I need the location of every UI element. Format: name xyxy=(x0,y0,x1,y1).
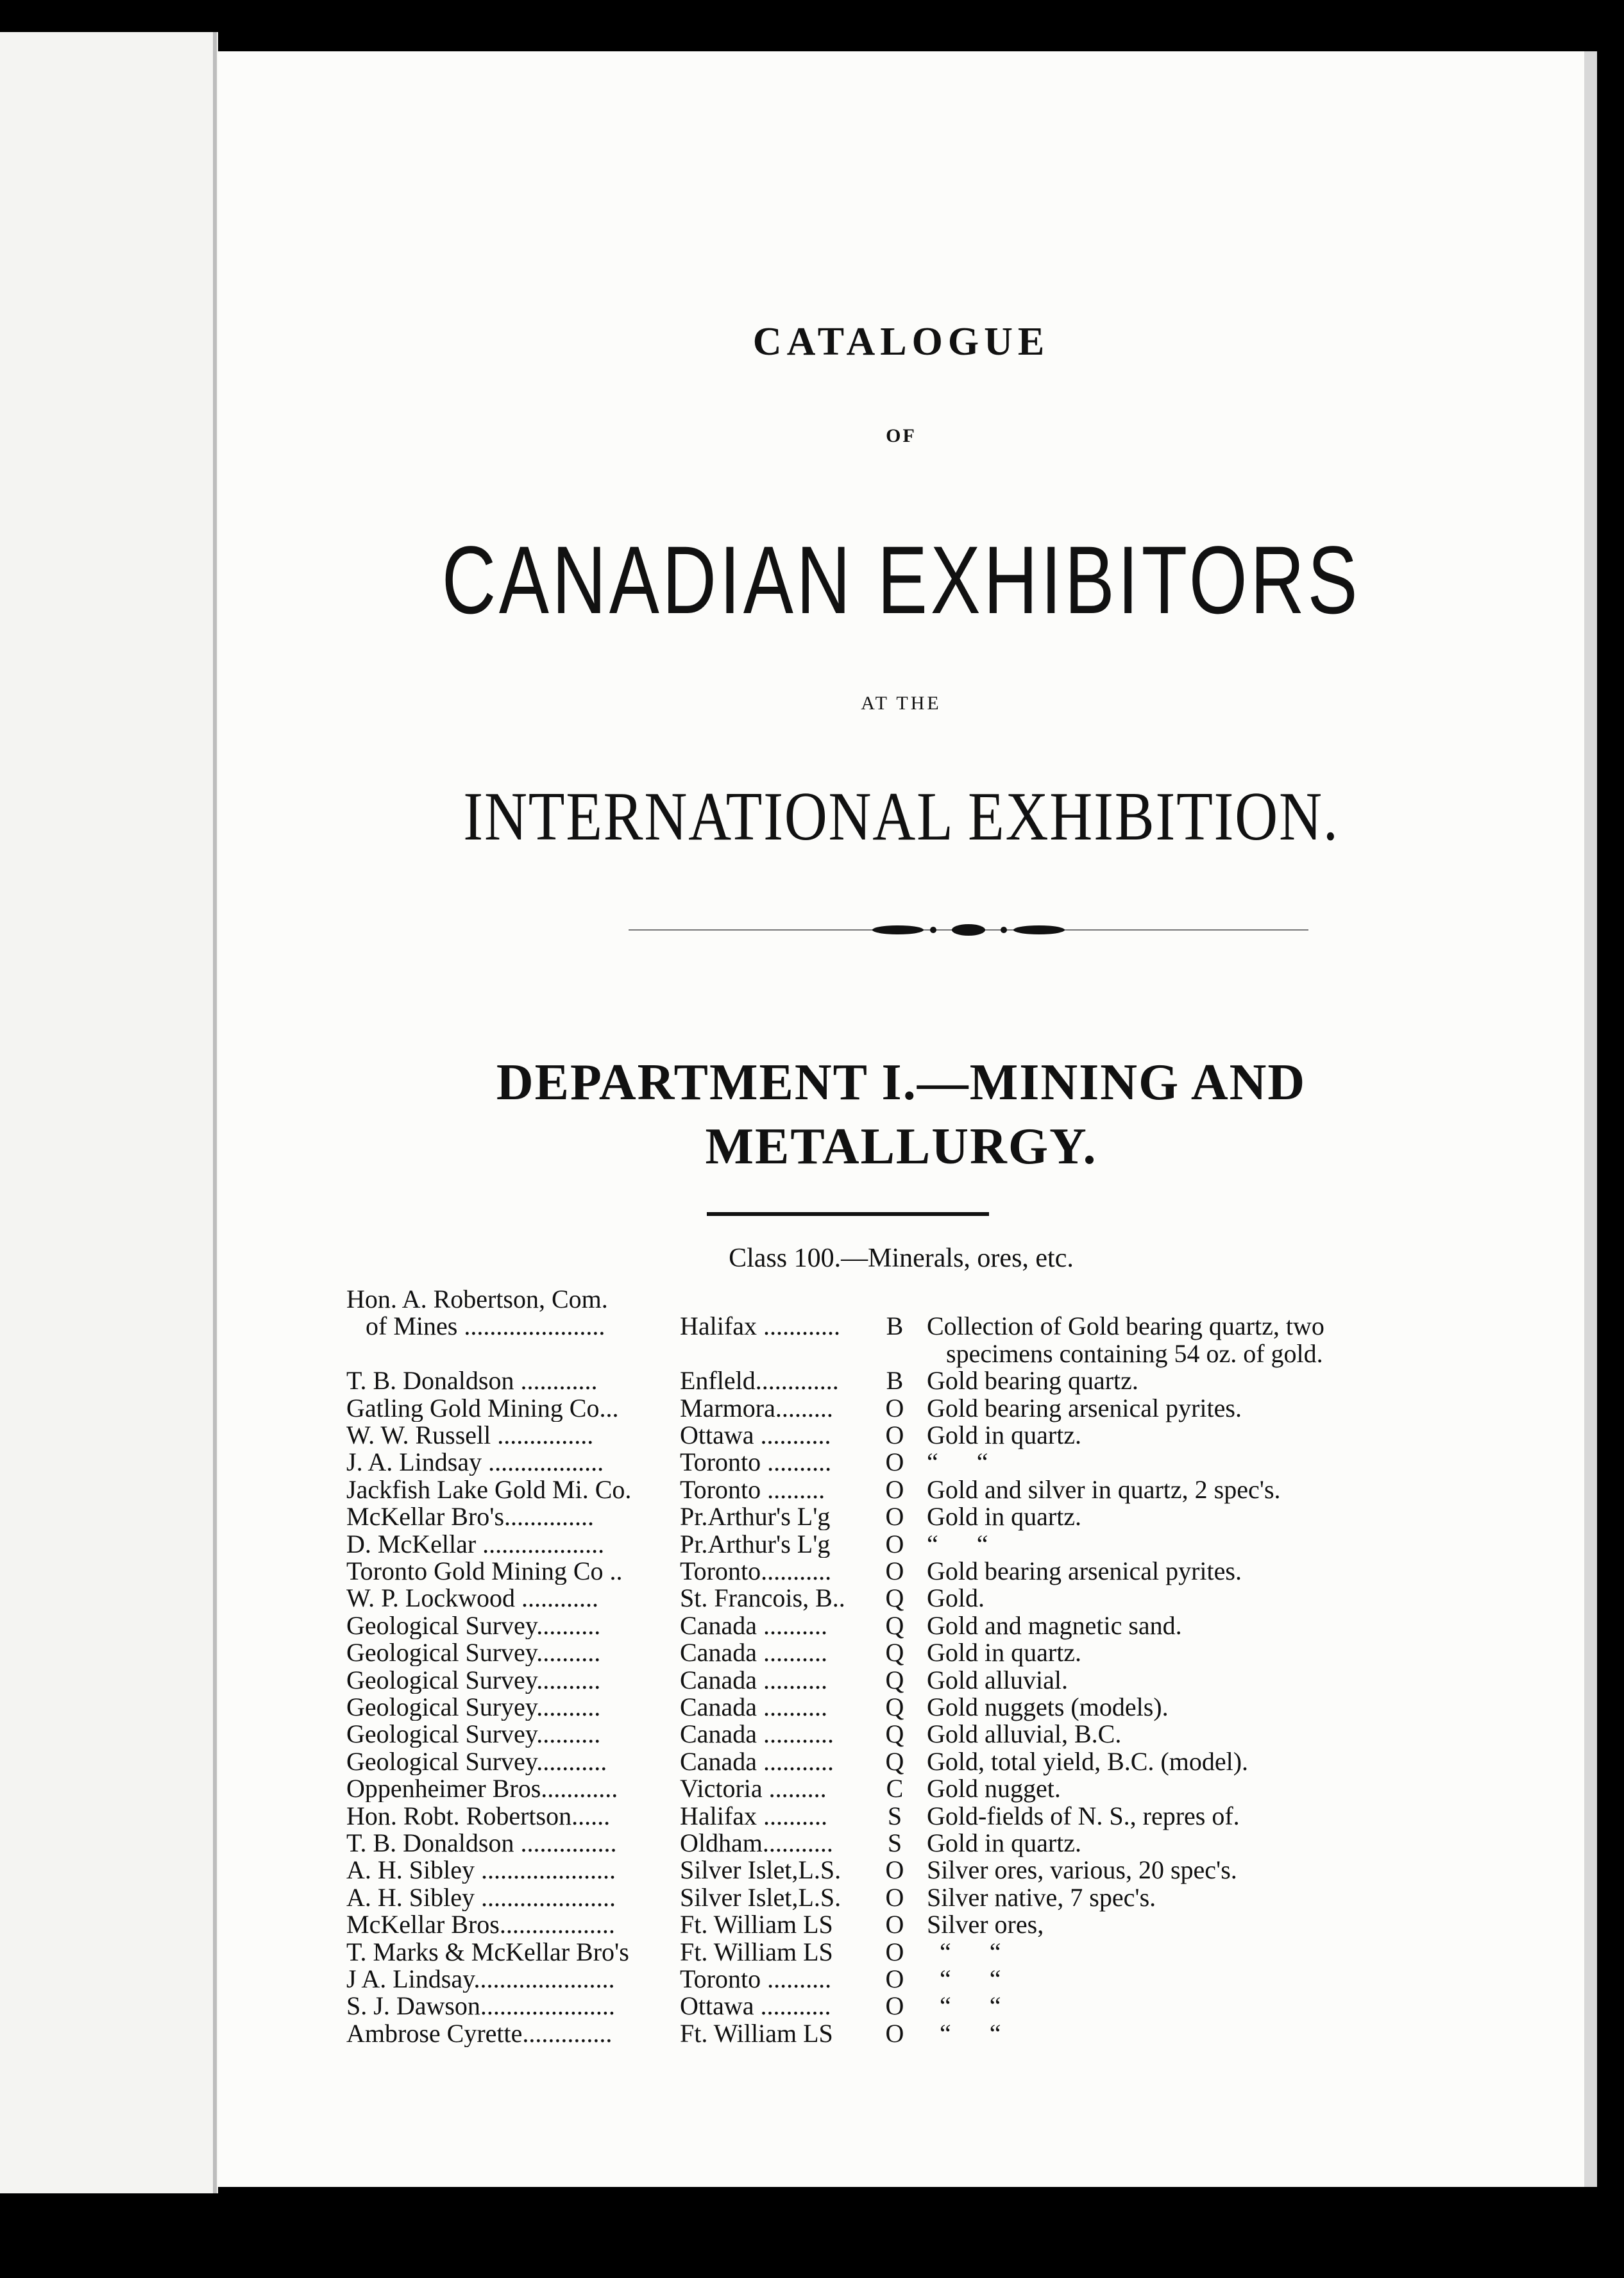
exhibitor-name: J A. Lindsay...................... xyxy=(346,1966,615,1993)
exhibitor-name: Oppenheimer Bros............ xyxy=(346,1775,618,1803)
exhibitor-place: Halifax .......... xyxy=(680,1802,827,1830)
exhibitor-place: Enfleld............. xyxy=(680,1367,839,1395)
exhibit-description: Gold-fields of N. S., repres of. xyxy=(927,1801,1240,1830)
left-page-edge xyxy=(0,32,218,2193)
exhibit-description: Gold bearing arsenical pyrites. xyxy=(927,1557,1242,1585)
exhibit-description: Gold alluvial, B.C. xyxy=(927,1719,1122,1749)
exhibitor-place: Victoria ......... xyxy=(680,1775,827,1803)
exhibitor-place: Canada .......... xyxy=(680,1666,827,1694)
title-of: OF xyxy=(886,425,917,446)
exhibitor-place: Canada .......... xyxy=(680,1612,827,1639)
section-letter: Q xyxy=(885,1610,904,1640)
exhibitor-place: Canada .......... xyxy=(680,1639,827,1667)
exhibit-description: Gold in quartz. xyxy=(927,1502,1082,1531)
exhibitor-name: Geological Survey.......... xyxy=(346,1639,601,1667)
section-letter: Q xyxy=(885,1665,904,1694)
right-page-edge xyxy=(1584,51,1597,2187)
exhibit-description: Collection of Gold bearing quartz, two xyxy=(927,1312,1324,1341)
exhibit-description: Gold nugget. xyxy=(927,1774,1061,1803)
exhibit-description: Gold bearing quartz. xyxy=(927,1366,1138,1396)
exhibitor-name: Geological Suryey.......... xyxy=(346,1694,601,1721)
exhibitor-name: W. P. Lockwood ............ xyxy=(346,1585,598,1612)
exhibitor-name: Geological Survey.......... xyxy=(346,1666,601,1694)
exhibit-description: “ “ xyxy=(927,1937,1001,1966)
exhibitor-place: St. Francois, B.. xyxy=(680,1585,845,1612)
section-letter: S xyxy=(887,1828,902,1857)
exhibit-description: “ “ xyxy=(927,1964,1001,1993)
exhibitor-place: Silver Islet,L.S. xyxy=(680,1857,842,1884)
section-letter: O xyxy=(885,1964,904,1993)
exhibitor-place: Silver Islet,L.S. xyxy=(680,1884,842,1911)
exhibitor-name: T. B. Donaldson ............ xyxy=(346,1367,598,1395)
exhibitor-place: Toronto ......... xyxy=(680,1476,825,1503)
exhibit-description: Silver ores, various, 20 spec's. xyxy=(927,1855,1237,1885)
section-letter: Q xyxy=(885,1583,904,1613)
exhibitor-name: Hon. Robt. Robertson...... xyxy=(346,1802,611,1830)
exhibitor-place: Pr.Arthur's L'g xyxy=(680,1503,831,1531)
binding-edge xyxy=(213,32,217,2193)
exhibitor-place: Halifax ............ xyxy=(680,1313,840,1340)
exhibitor-place: Canada .......... xyxy=(680,1694,827,1721)
exhibitor-name: Ambrose Cyrette.............. xyxy=(346,2020,613,2047)
ornament-divider-icon xyxy=(629,917,1308,943)
exhibitor-name: T. Marks & McKellar Bro's xyxy=(346,1938,629,1966)
title-catalogue: CATALOGUE xyxy=(752,320,1050,364)
exhibitor-name: D. McKellar ................... xyxy=(346,1530,605,1558)
department-line-2: METALLURGY. xyxy=(705,1118,1097,1175)
title-exhibition: INTERNATIONAL EXHIBITION. xyxy=(463,779,1339,855)
exhibitor-name: of Mines ...................... xyxy=(346,1313,605,1340)
exhibit-description: “ “ xyxy=(927,1529,988,1558)
section-letter: O xyxy=(885,1937,904,1966)
exhibit-description: Gold and magnetic sand. xyxy=(927,1610,1182,1640)
exhibitor-name: Toronto Gold Mining Co .. xyxy=(346,1558,623,1585)
exhibitor-name: Gatling Gold Mining Co... xyxy=(346,1394,619,1422)
section-letter: O xyxy=(885,1393,904,1422)
exhibitor-place: Toronto........... xyxy=(680,1558,832,1585)
exhibitor-place: Pr.Arthur's L'g xyxy=(680,1530,831,1558)
section-letter: O xyxy=(885,1855,904,1885)
exhibit-description: “ “ xyxy=(927,1447,988,1477)
department-line-1: DEPARTMENT I.—MINING AND xyxy=(496,1054,1307,1111)
exhibit-description: Gold, total yield, B.C. (model). xyxy=(927,1746,1249,1776)
exhibitor-name: A. H. Sibley ..................... xyxy=(346,1884,616,1911)
exhibit-description: Gold in quartz. xyxy=(927,1638,1082,1667)
section-letter: B xyxy=(886,1366,904,1396)
exhibitor-place: Canada ........... xyxy=(680,1721,834,1748)
section-letter: Q xyxy=(885,1719,904,1749)
exhibitor-name: McKellar Bros.................. xyxy=(346,1911,615,1939)
exhibitor-place: Toronto .......... xyxy=(680,1966,832,1993)
section-letter: O xyxy=(885,1910,904,1939)
exhibitor-place: Marmora......... xyxy=(680,1394,833,1422)
exhibitor-name: Jackfish Lake Gold Mi. Co. xyxy=(346,1476,632,1503)
exhibitor-name: T. B. Donaldson ............... xyxy=(346,1830,617,1857)
exhibitor-name: A. H. Sibley ..................... xyxy=(346,1857,616,1884)
section-letter: O xyxy=(885,1557,904,1585)
section-letter: Q xyxy=(885,1746,904,1776)
exhibit-description: “ “ xyxy=(927,1991,1001,2021)
exhibit-description: specimens containing 54 oz. of gold. xyxy=(927,1338,1323,1368)
exhibit-description: Gold and silver in quartz, 2 spec's. xyxy=(927,1474,1281,1504)
section-letter: O xyxy=(885,1474,904,1504)
section-letter: S xyxy=(887,1801,902,1830)
section-letter: O xyxy=(885,1447,904,1477)
exhibitor-place: Ft. William LS xyxy=(680,1938,833,1966)
section-letter: O xyxy=(885,1421,904,1449)
exhibit-description: “ “ xyxy=(927,2018,1001,2048)
exhibit-description: Gold. xyxy=(927,1583,985,1613)
exhibit-description: Gold alluvial. xyxy=(927,1665,1068,1694)
exhibit-description: Gold in quartz. xyxy=(927,1421,1082,1449)
exhibit-description: Silver native, 7 spec's. xyxy=(927,1882,1156,1912)
title-at-the: AT THE xyxy=(861,693,942,714)
exhibitor-name: W. W. Russell ............... xyxy=(346,1422,594,1449)
exhibit-description: Gold bearing arsenical pyrites. xyxy=(927,1393,1242,1422)
exhibit-description: Gold nuggets (models). xyxy=(927,1692,1169,1721)
section-letter: O xyxy=(885,1882,904,1912)
exhibitor-name: Geological Survey.......... xyxy=(346,1612,601,1639)
section-letter: O xyxy=(885,1502,904,1531)
section-letter: Q xyxy=(885,1692,904,1721)
exhibitor-name: S. J. Dawson..................... xyxy=(346,1993,615,2020)
section-letter: B xyxy=(886,1312,904,1341)
exhibit-description: Silver ores, xyxy=(927,1910,1044,1939)
exhibitor-name: McKellar Bro's.............. xyxy=(346,1503,595,1531)
exhibit-description: Gold in quartz. xyxy=(927,1828,1082,1857)
exhibitor-place: Toronto .......... xyxy=(680,1449,832,1476)
section-letter: O xyxy=(885,2018,904,2048)
exhibitor-place: Oldham........... xyxy=(680,1830,833,1857)
section-letter: O xyxy=(885,1991,904,2021)
exhibitor-name: Geological Survey........... xyxy=(346,1748,607,1775)
exhibitor-name: Hon. A. Robertson, Com. xyxy=(346,1286,608,1313)
exhibitor-name: J. A. Lindsay .................. xyxy=(346,1449,604,1476)
page-title: CANADIAN EXHIBITORS xyxy=(441,526,1361,634)
department-heading xyxy=(218,1050,1584,1179)
exhibitor-place: Ottawa ........... xyxy=(680,1422,831,1449)
class-heading: Class 100.—Minerals, ores, etc. xyxy=(729,1244,1074,1273)
exhibitor-place: Canada ........... xyxy=(680,1748,834,1775)
heading-rule xyxy=(707,1212,989,1216)
exhibitor-place: Ft. William LS xyxy=(680,1911,833,1939)
document-page xyxy=(218,51,1584,2187)
section-letter: C xyxy=(886,1774,904,1803)
section-letter: O xyxy=(885,1529,904,1558)
section-letter: Q xyxy=(885,1638,904,1667)
exhibitor-name: Geological Survey.......... xyxy=(346,1721,601,1748)
exhibitor-place: Ft. William LS xyxy=(680,2020,833,2047)
exhibitor-place: Ottawa ........... xyxy=(680,1993,831,2020)
